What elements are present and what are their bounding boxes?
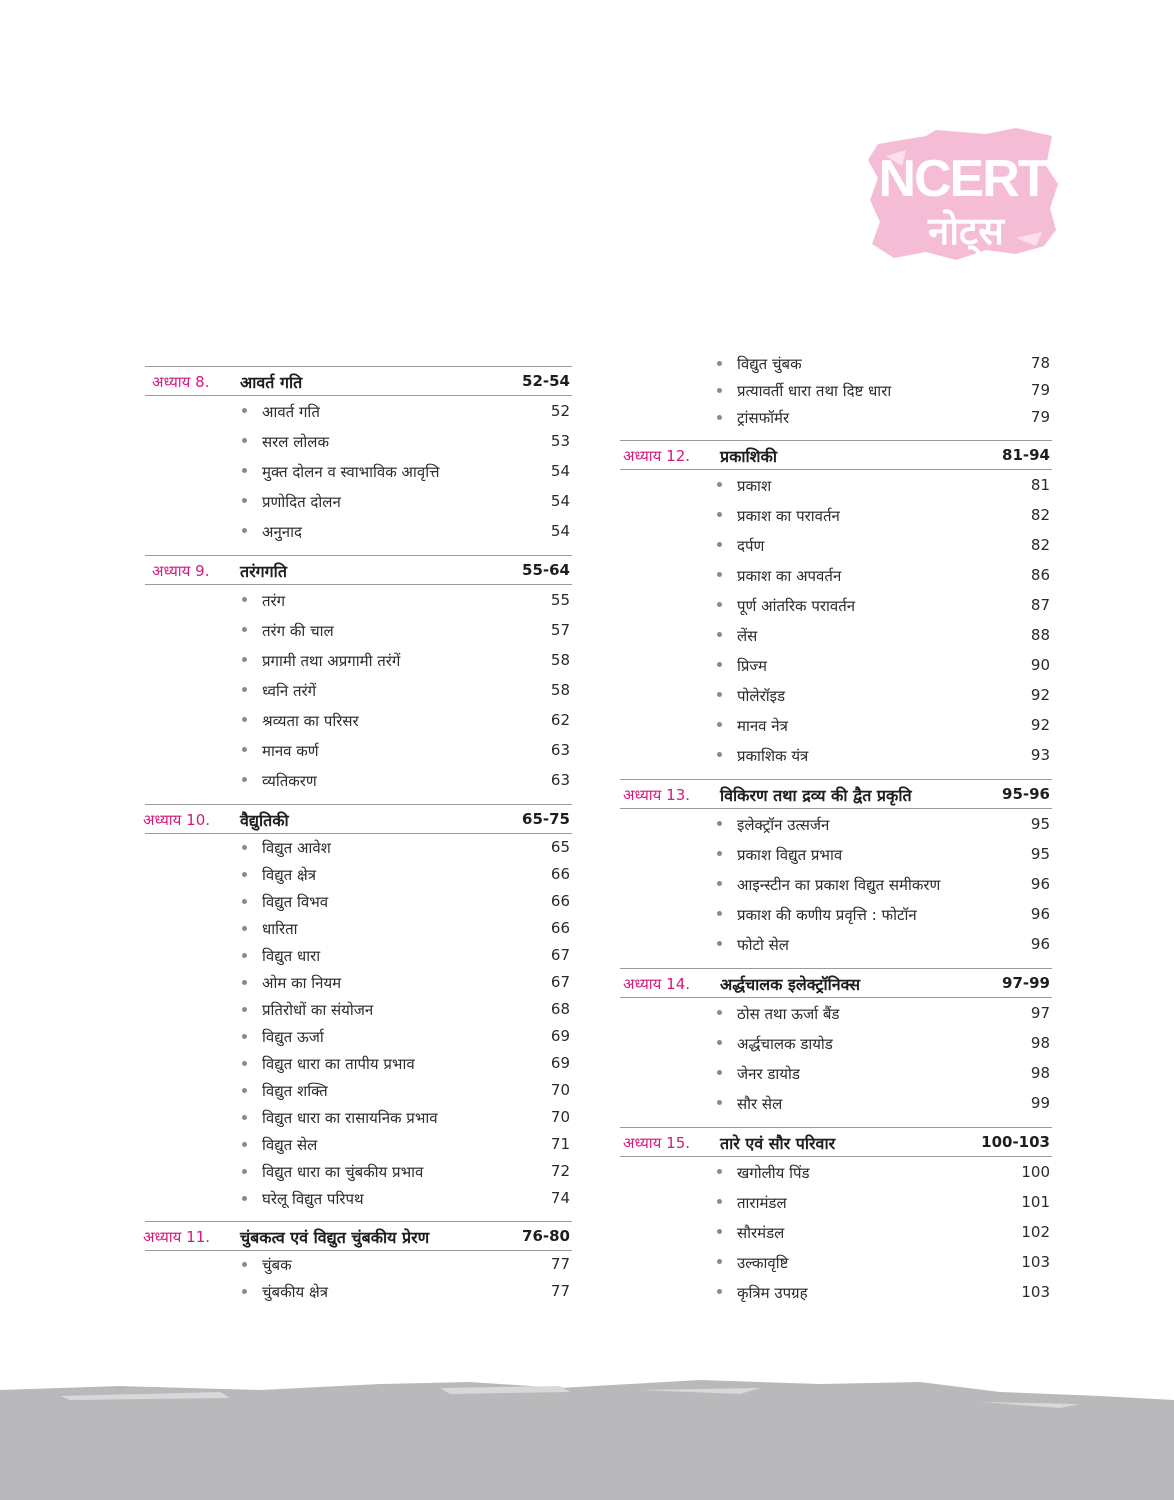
chapter-14-topics — [620, 998, 1052, 1118]
topic-title: प्रणोदित दोलन — [262, 493, 341, 511]
bullet-icon — [242, 597, 247, 602]
topic-title: आवर्त गति — [262, 403, 320, 421]
bullet-icon — [242, 777, 247, 782]
topic-item[interactable] — [145, 915, 572, 942]
topic-item[interactable] — [145, 1158, 572, 1185]
bullet-icon — [242, 1262, 247, 1267]
topic-item[interactable] — [145, 705, 572, 735]
bullet-icon — [242, 1289, 247, 1294]
logo-line1: NCERT — [878, 150, 1048, 208]
topic-title: ट्रांसफॉर्मर — [737, 409, 790, 427]
topic-item[interactable] — [145, 969, 572, 996]
topic-title: विद्युत सेल — [262, 1136, 318, 1154]
topic-page: 52 — [550, 402, 570, 420]
topic-page: 55 — [550, 591, 570, 609]
chapter-page-range: 100-103 — [981, 1133, 1050, 1151]
topic-page: 63 — [550, 741, 570, 759]
bullet-icon — [242, 747, 247, 752]
topic-title: सरल लोलक — [262, 433, 329, 451]
topic-page: 98 — [1030, 1034, 1050, 1052]
chapter-page-range: 76-80 — [522, 1227, 570, 1245]
chapter-14-heading[interactable] — [620, 968, 1052, 998]
topic-item[interactable] — [145, 942, 572, 969]
chapter-9-heading[interactable] — [145, 555, 572, 585]
topic-page: 79 — [1030, 381, 1050, 399]
topic-item[interactable] — [620, 1058, 1052, 1088]
topic-page: 77 — [550, 1282, 570, 1300]
bullet-icon — [717, 851, 722, 856]
topic-title: फोटो सेल — [737, 936, 789, 954]
topic-item[interactable] — [620, 1247, 1052, 1277]
bullet-icon — [242, 498, 247, 503]
chapter-number: अध्याय 11. — [143, 1228, 211, 1246]
topic-title: आइन्स्टीन का प्रकाश विद्युत समीकरण — [737, 876, 941, 894]
bullet-icon — [717, 361, 722, 366]
topic-item[interactable] — [620, 470, 1052, 500]
topic-page: 96 — [1030, 905, 1050, 923]
bullet-icon — [242, 468, 247, 473]
topic-item[interactable] — [145, 834, 572, 861]
topic-item[interactable] — [620, 740, 1052, 770]
topic-item[interactable] — [620, 809, 1052, 839]
bullet-icon — [242, 1007, 247, 1012]
chapter-11-heading[interactable] — [145, 1221, 572, 1251]
topic-page: 92 — [1030, 686, 1050, 704]
chapter-10-topics — [145, 834, 572, 1212]
topic-title: मानव नेत्र — [737, 717, 788, 735]
footer-brush-band — [0, 1372, 1174, 1500]
topic-page: 90 — [1030, 656, 1050, 674]
topic-page: 88 — [1030, 626, 1050, 644]
bullet-icon — [717, 1199, 722, 1204]
topic-title: सौर सेल — [737, 1095, 783, 1113]
bullet-icon — [717, 388, 722, 393]
bullet-icon — [717, 632, 722, 637]
bullet-icon — [717, 602, 722, 607]
bullet-icon — [242, 980, 247, 985]
bullet-icon — [717, 1259, 722, 1264]
topic-page: 78 — [1030, 354, 1050, 372]
chapter-title: अर्द्धचालक इलेक्ट्रॉनिक्स — [720, 975, 861, 994]
topic-item[interactable] — [145, 426, 572, 456]
bullet-icon — [717, 1100, 722, 1105]
topic-page: 57 — [550, 621, 570, 639]
chapter-page-range: 95-96 — [1002, 785, 1050, 803]
topic-title: अर्द्धचालक डायोड — [737, 1035, 833, 1053]
topic-page: 70 — [550, 1081, 570, 1099]
topic-page: 98 — [1030, 1064, 1050, 1082]
chapter-page-range: 65-75 — [522, 810, 570, 828]
topic-title: कृत्रिम उपग्रह — [737, 1284, 808, 1302]
chapter-9-topics — [145, 585, 572, 795]
topic-title: विद्युत धारा का रासायनिक प्रभाव — [262, 1109, 438, 1127]
topic-page: 69 — [550, 1027, 570, 1045]
bullet-icon — [242, 845, 247, 850]
topic-title: मानव कर्ण — [262, 742, 319, 760]
topic-item[interactable] — [145, 675, 572, 705]
topic-item[interactable] — [145, 1185, 572, 1212]
topic-item[interactable] — [620, 998, 1052, 1028]
chapter-number: अध्याय 14. — [623, 975, 691, 993]
topic-item[interactable] — [620, 500, 1052, 530]
chapter-number: अध्याय 15. — [623, 1134, 691, 1152]
topic-title: प्रतिरोधों का संयोजन — [262, 1001, 374, 1019]
topic-page: 54 — [550, 492, 570, 510]
topic-page: 96 — [1030, 935, 1050, 953]
topic-item[interactable] — [620, 530, 1052, 560]
topic-item[interactable] — [145, 735, 572, 765]
topic-item[interactable] — [145, 645, 572, 675]
topic-title: विद्युत चुंबक — [737, 355, 802, 373]
topic-title: तरंग की चाल — [262, 622, 334, 640]
bullet-icon — [242, 953, 247, 958]
topic-item[interactable] — [145, 1104, 572, 1131]
topic-title: लेंस — [737, 627, 758, 645]
bullet-icon — [717, 881, 722, 886]
bullet-icon — [242, 627, 247, 632]
logo-line2: नोट्स — [928, 209, 1004, 253]
chapter-number: अध्याय 10. — [143, 811, 211, 829]
topic-page: 62 — [550, 711, 570, 729]
topic-page: 70 — [550, 1108, 570, 1126]
topic-page: 67 — [550, 946, 570, 964]
topic-page: 65 — [550, 838, 570, 856]
topic-page: 72 — [550, 1162, 570, 1180]
chapter-page-range: 55-64 — [522, 561, 570, 579]
chapter-11-topics — [145, 1251, 572, 1305]
bullet-icon — [717, 1289, 722, 1294]
chapter-12-topics — [620, 470, 1052, 770]
topic-item[interactable] — [620, 377, 1052, 404]
topic-title: प्रत्यावर्ती धारा तथा दिष्ट धारा — [737, 382, 892, 400]
toc-right-column — [620, 350, 1052, 1307]
topic-item[interactable] — [145, 456, 572, 486]
topic-page: 66 — [550, 919, 570, 937]
topic-item[interactable] — [145, 1023, 572, 1050]
topic-page: 103 — [1021, 1253, 1050, 1271]
topic-title: पोलेरॉइड — [737, 687, 785, 705]
topic-item[interactable] — [620, 929, 1052, 959]
topic-item[interactable] — [620, 350, 1052, 377]
bullet-icon — [242, 528, 247, 533]
bullet-icon — [717, 1229, 722, 1234]
bullet-icon — [242, 687, 247, 692]
topic-page: 69 — [550, 1054, 570, 1072]
topic-page: 99 — [1030, 1094, 1050, 1112]
topic-item[interactable] — [145, 1251, 572, 1278]
topic-title: प्रकाश की कणीय प्रवृत्ति : फोटॉन — [737, 906, 917, 924]
topic-title: ठोस तथा ऊर्जा बैंड — [737, 1005, 840, 1023]
topic-title: विद्युत धारा का चुंबकीय प्रभाव — [262, 1163, 424, 1181]
topic-item[interactable] — [145, 1278, 572, 1305]
topic-title: तारामंडल — [737, 1194, 787, 1212]
topic-item[interactable] — [145, 396, 572, 426]
topic-title: सौरमंडल — [737, 1224, 785, 1242]
topic-title: ध्वनि तरंगें — [262, 682, 317, 700]
chapter-15-topics — [620, 1157, 1052, 1307]
topic-title: धारिता — [262, 920, 298, 938]
topic-title: प्रकाशिक यंत्र — [737, 747, 809, 765]
bullet-icon — [717, 1070, 722, 1075]
topic-item[interactable] — [620, 1277, 1052, 1307]
topic-item[interactable] — [620, 1157, 1052, 1187]
chapter-number: अध्याय 9. — [152, 562, 210, 580]
topic-title: विद्युत ऊर्जा — [262, 1028, 324, 1046]
bullet-icon — [717, 482, 722, 487]
bullet-icon — [717, 752, 722, 757]
topic-item[interactable] — [620, 1187, 1052, 1217]
bullet-icon — [717, 572, 722, 577]
toc-left-column — [145, 350, 572, 1305]
topic-title: अनुनाद — [262, 523, 302, 541]
topic-page: 54 — [550, 462, 570, 480]
topic-page: 71 — [550, 1135, 570, 1153]
topic-page: 58 — [550, 681, 570, 699]
topic-item[interactable] — [145, 1131, 572, 1158]
bullet-icon — [242, 408, 247, 413]
topic-page: 54 — [550, 522, 570, 540]
chapter-15-heading[interactable] — [620, 1127, 1052, 1157]
topic-item[interactable] — [145, 765, 572, 795]
topic-title: घरेलू विद्युत परिपथ — [262, 1190, 364, 1208]
topic-item[interactable] — [620, 590, 1052, 620]
topic-page: 96 — [1030, 875, 1050, 893]
chapter-title: तरंगगति — [240, 562, 287, 581]
chapter-12-heading[interactable] — [620, 440, 1052, 470]
topic-page: 87 — [1030, 596, 1050, 614]
topic-title: दर्पण — [737, 537, 765, 555]
ncert-notes-logo — [866, 126, 1060, 264]
bullet-icon — [717, 911, 722, 916]
topic-item[interactable] — [145, 1077, 572, 1104]
topic-title: खगोलीय पिंड — [737, 1164, 810, 1182]
topic-page: 68 — [550, 1000, 570, 1018]
topic-page: 66 — [550, 892, 570, 910]
chapter-page-range: 97-99 — [1002, 974, 1050, 992]
bullet-icon — [242, 1115, 247, 1120]
topic-page: 53 — [550, 432, 570, 450]
topic-page: 101 — [1021, 1193, 1050, 1211]
topic-title: विद्युत धारा — [262, 947, 321, 965]
topic-item[interactable] — [145, 1050, 572, 1077]
topic-item[interactable] — [620, 710, 1052, 740]
topic-title: प्रकाश का परावर्तन — [737, 507, 840, 525]
topic-title: पूर्ण आंतरिक परावर्तन — [737, 597, 856, 615]
topic-item[interactable] — [145, 585, 572, 615]
bullet-icon — [242, 717, 247, 722]
bullet-icon — [242, 1169, 247, 1174]
topic-page: 103 — [1021, 1283, 1050, 1301]
chapter-title: चुंबकत्व एवं विद्युत चुंबकीय प्रेरण — [240, 1228, 430, 1247]
chapter-13-topics — [620, 809, 1052, 959]
topic-item[interactable] — [620, 899, 1052, 929]
topic-title: विद्युत आवेश — [262, 839, 331, 857]
chapter-title: तारे एवं सौर परिवार — [720, 1134, 836, 1153]
bullet-icon — [242, 926, 247, 931]
topic-page: 93 — [1030, 746, 1050, 764]
topic-title: चुंबकीय क्षेत्र — [262, 1283, 328, 1301]
bullet-icon — [242, 1142, 247, 1147]
bullet-icon — [717, 415, 722, 420]
topic-item[interactable] — [620, 620, 1052, 650]
topic-title: उल्कावृष्टि — [737, 1254, 789, 1272]
bullet-icon — [242, 657, 247, 662]
topic-title: विद्युत विभव — [262, 893, 329, 911]
bullet-icon — [242, 1196, 247, 1201]
topic-title: तरंग — [262, 592, 286, 610]
chapter-10-heading[interactable] — [145, 804, 572, 834]
topic-page: 81 — [1030, 476, 1050, 494]
topic-title: व्यतिकरण — [262, 772, 317, 790]
chapter-number: अध्याय 12. — [623, 447, 691, 465]
chapter-number: अध्याय 8. — [152, 373, 210, 391]
topic-title: विद्युत क्षेत्र — [262, 866, 317, 884]
bullet-icon — [242, 899, 247, 904]
bullet-icon — [242, 872, 247, 877]
topic-item[interactable] — [620, 404, 1052, 431]
topic-page: 79 — [1030, 408, 1050, 426]
topic-item[interactable] — [620, 1217, 1052, 1247]
bullet-icon — [717, 512, 722, 517]
topic-page: 74 — [550, 1189, 570, 1207]
topic-page: 66 — [550, 865, 570, 883]
chapter-title: विकिरण तथा द्रव्य की द्वैत प्रकृति — [720, 786, 912, 805]
topic-title: श्रव्यता का परिसर — [262, 712, 359, 730]
topic-title: प्रकाश का अपवर्तन — [737, 567, 842, 585]
chapter-8-topics — [145, 396, 572, 546]
chapter-page-range: 81-94 — [1002, 446, 1050, 464]
bullet-icon — [242, 438, 247, 443]
chapter-13-heading[interactable] — [620, 779, 1052, 809]
topic-item[interactable] — [620, 680, 1052, 710]
topic-item[interactable] — [145, 516, 572, 546]
topic-page: 82 — [1030, 536, 1050, 554]
chapter-8-heading[interactable] — [145, 366, 572, 396]
topic-item[interactable] — [620, 1028, 1052, 1058]
chapter-11-topics-continued — [620, 350, 1052, 431]
chapter-title: आवर्त गति — [240, 373, 303, 392]
topic-page: 77 — [550, 1255, 570, 1273]
topic-title: प्रिज्म — [737, 657, 767, 675]
topic-item[interactable] — [620, 869, 1052, 899]
bullet-icon — [242, 1088, 247, 1093]
topic-item[interactable] — [145, 888, 572, 915]
bullet-icon — [717, 821, 722, 826]
topic-title: जेनर डायोड — [737, 1065, 800, 1083]
topic-title: ओम का नियम — [262, 974, 342, 992]
topic-title: विद्युत धारा का तापीय प्रभाव — [262, 1055, 415, 1073]
bullet-icon — [242, 1061, 247, 1066]
topic-title: प्रगामी तथा अप्रगामी तरंगें — [262, 652, 401, 670]
topic-page: 97 — [1030, 1004, 1050, 1022]
bullet-icon — [717, 1010, 722, 1015]
topic-item[interactable] — [620, 1088, 1052, 1118]
topic-title: प्रकाश — [737, 477, 772, 495]
topic-page: 100 — [1021, 1163, 1050, 1181]
chapter-title: प्रकाशिकी — [720, 447, 777, 466]
topic-title: विद्युत शक्ति — [262, 1082, 328, 1100]
bullet-icon — [717, 692, 722, 697]
bullet-icon — [717, 662, 722, 667]
chapter-page-range: 52-54 — [522, 372, 570, 390]
topic-page: 58 — [550, 651, 570, 669]
topic-page: 95 — [1030, 815, 1050, 833]
topic-title: चुंबक — [262, 1256, 292, 1274]
topic-page: 63 — [550, 771, 570, 789]
bullet-icon — [717, 941, 722, 946]
chapter-title: वैद्युतिकी — [240, 811, 289, 830]
bullet-icon — [717, 1040, 722, 1045]
bullet-icon — [242, 1034, 247, 1039]
topic-page: 86 — [1030, 566, 1050, 584]
topic-page: 102 — [1021, 1223, 1050, 1241]
topic-item[interactable] — [145, 996, 572, 1023]
topic-page: 92 — [1030, 716, 1050, 734]
bullet-icon — [717, 1169, 722, 1174]
topic-title: इलेक्ट्रॉन उत्सर्जन — [737, 816, 830, 834]
topic-title: मुक्त दोलन व स्वाभाविक आवृत्ति — [262, 463, 440, 481]
topic-item[interactable] — [145, 861, 572, 888]
topic-item[interactable] — [620, 839, 1052, 869]
topic-item[interactable] — [620, 560, 1052, 590]
topic-page: 82 — [1030, 506, 1050, 524]
topic-item[interactable] — [145, 486, 572, 516]
topic-item[interactable] — [145, 615, 572, 645]
bullet-icon — [717, 722, 722, 727]
chapter-number: अध्याय 13. — [623, 786, 691, 804]
topic-title: प्रकाश विद्युत प्रभाव — [737, 846, 843, 864]
bullet-icon — [717, 542, 722, 547]
topic-page: 67 — [550, 973, 570, 991]
topic-page: 95 — [1030, 845, 1050, 863]
topic-item[interactable] — [620, 650, 1052, 680]
